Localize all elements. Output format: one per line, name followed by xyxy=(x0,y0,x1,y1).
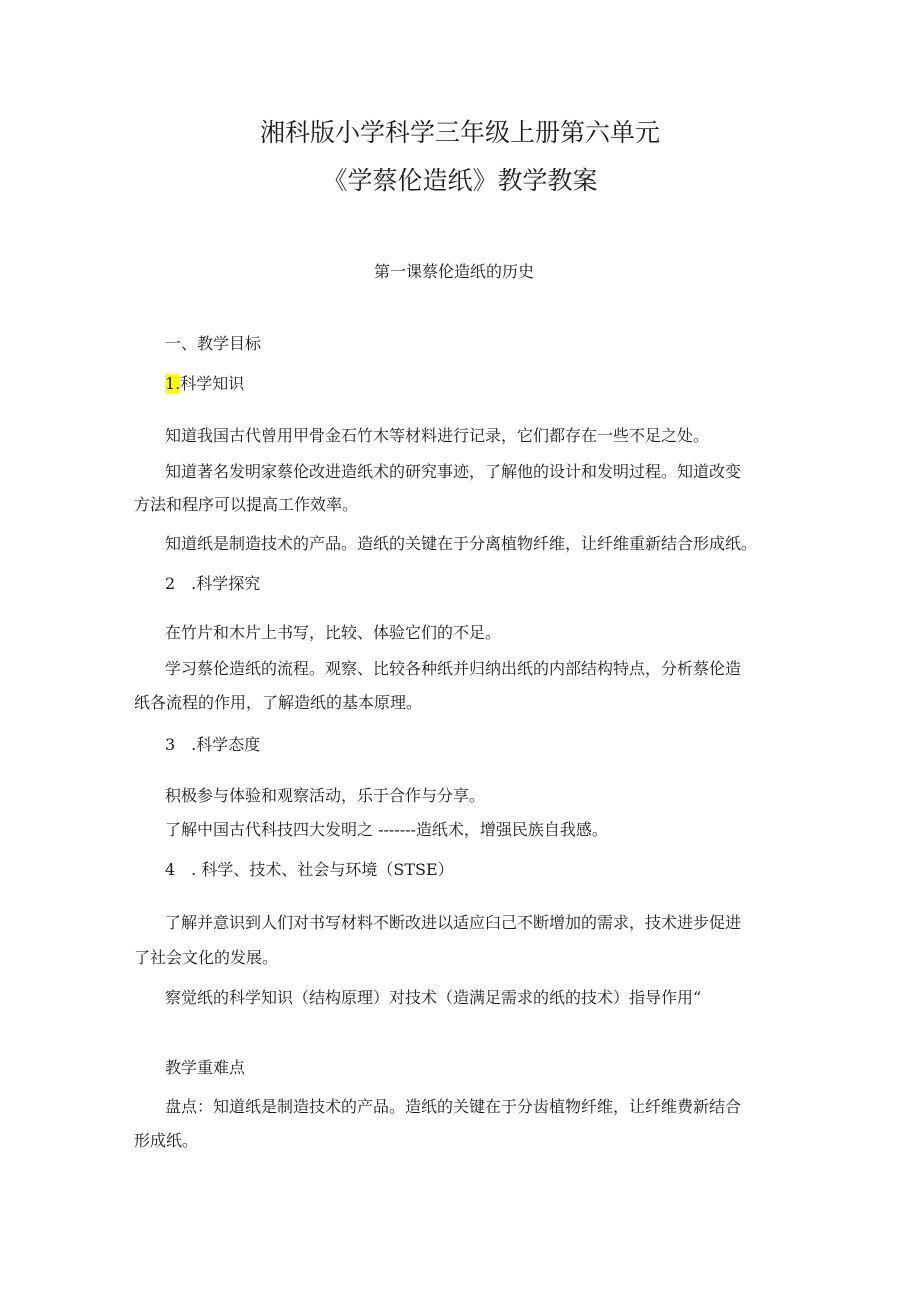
subheading-knowledge xyxy=(165,374,244,394)
subheading-attitude: 3 .科学态度 xyxy=(165,735,261,754)
document-title-line1: 湘科版小学科学三年级上册第六单元 xyxy=(259,118,660,147)
paragraph-line: 盘点：知道纸是制造技术的产品。造纸的关键在于分齿植物纤维，让纤维费新结合 xyxy=(165,1097,742,1116)
paragraph-line: 了社会文化的发展。 xyxy=(134,948,279,967)
highlighted-number: 1. xyxy=(165,374,181,393)
paragraph-line: 了解并意识到人们对书写材料不断改进以适应臼己不断增加的需求，技术进步促进 xyxy=(165,913,742,932)
subheading-knowledge-label: 科学知识 xyxy=(180,374,245,393)
document-title-line2: 《学蔡伦造纸》教学教案 xyxy=(322,166,598,195)
paragraph-line: 知道著名发明家蔡伦改进造纸术的研究事迹，了解他的设计和发明过程。知道改变 xyxy=(165,462,742,481)
paragraph-line: 知道纸是制造技术的产品。造纸的关键在于分离植物纤维，让纤维重新结合形成纸。 xyxy=(165,534,758,553)
paragraph-line: 知道我国古代曾用甲骨金石竹木等材料进行记录，它们都存在一些不足之处。 xyxy=(165,426,710,445)
paragraph-line: 积极参与体验和观察活动，乐于合作与分享。 xyxy=(165,786,486,805)
paragraph-line: 学习蔡伦造纸的流程。观察、比较各种纸并归纳出纸的内部结构特点，分析蔡伦造 xyxy=(165,659,742,678)
section-heading-objectives: 一、教学目标 xyxy=(165,334,262,353)
paragraph-line: 纸各流程的作用，了解造纸的基本原理。 xyxy=(134,693,423,712)
paragraph-line: 形成纸。 xyxy=(134,1131,199,1150)
lesson-title: 第一课蔡伦造纸的历史 xyxy=(374,262,535,281)
paragraph-line: 方法和程序可以提高工作效率。 xyxy=(134,495,359,514)
subheading-stse: 4 . 科学、技术、社会与环境（STSE） xyxy=(165,860,454,879)
paragraph-line: 察觉纸的科学知识（结构原理）对技术（造满足需求的纸的技术）指导作用“ xyxy=(165,988,702,1007)
section-heading-key-points: 教学重难点 xyxy=(165,1058,246,1077)
subheading-inquiry: 2 .科学探究 xyxy=(165,574,261,593)
paragraph-line: 在竹片和木片上书写，比较、体验它们的不足。 xyxy=(165,623,502,642)
paragraph-line: 了解中国古代科技四大发明之 -------造纸术，增强民族自我感。 xyxy=(165,820,608,839)
